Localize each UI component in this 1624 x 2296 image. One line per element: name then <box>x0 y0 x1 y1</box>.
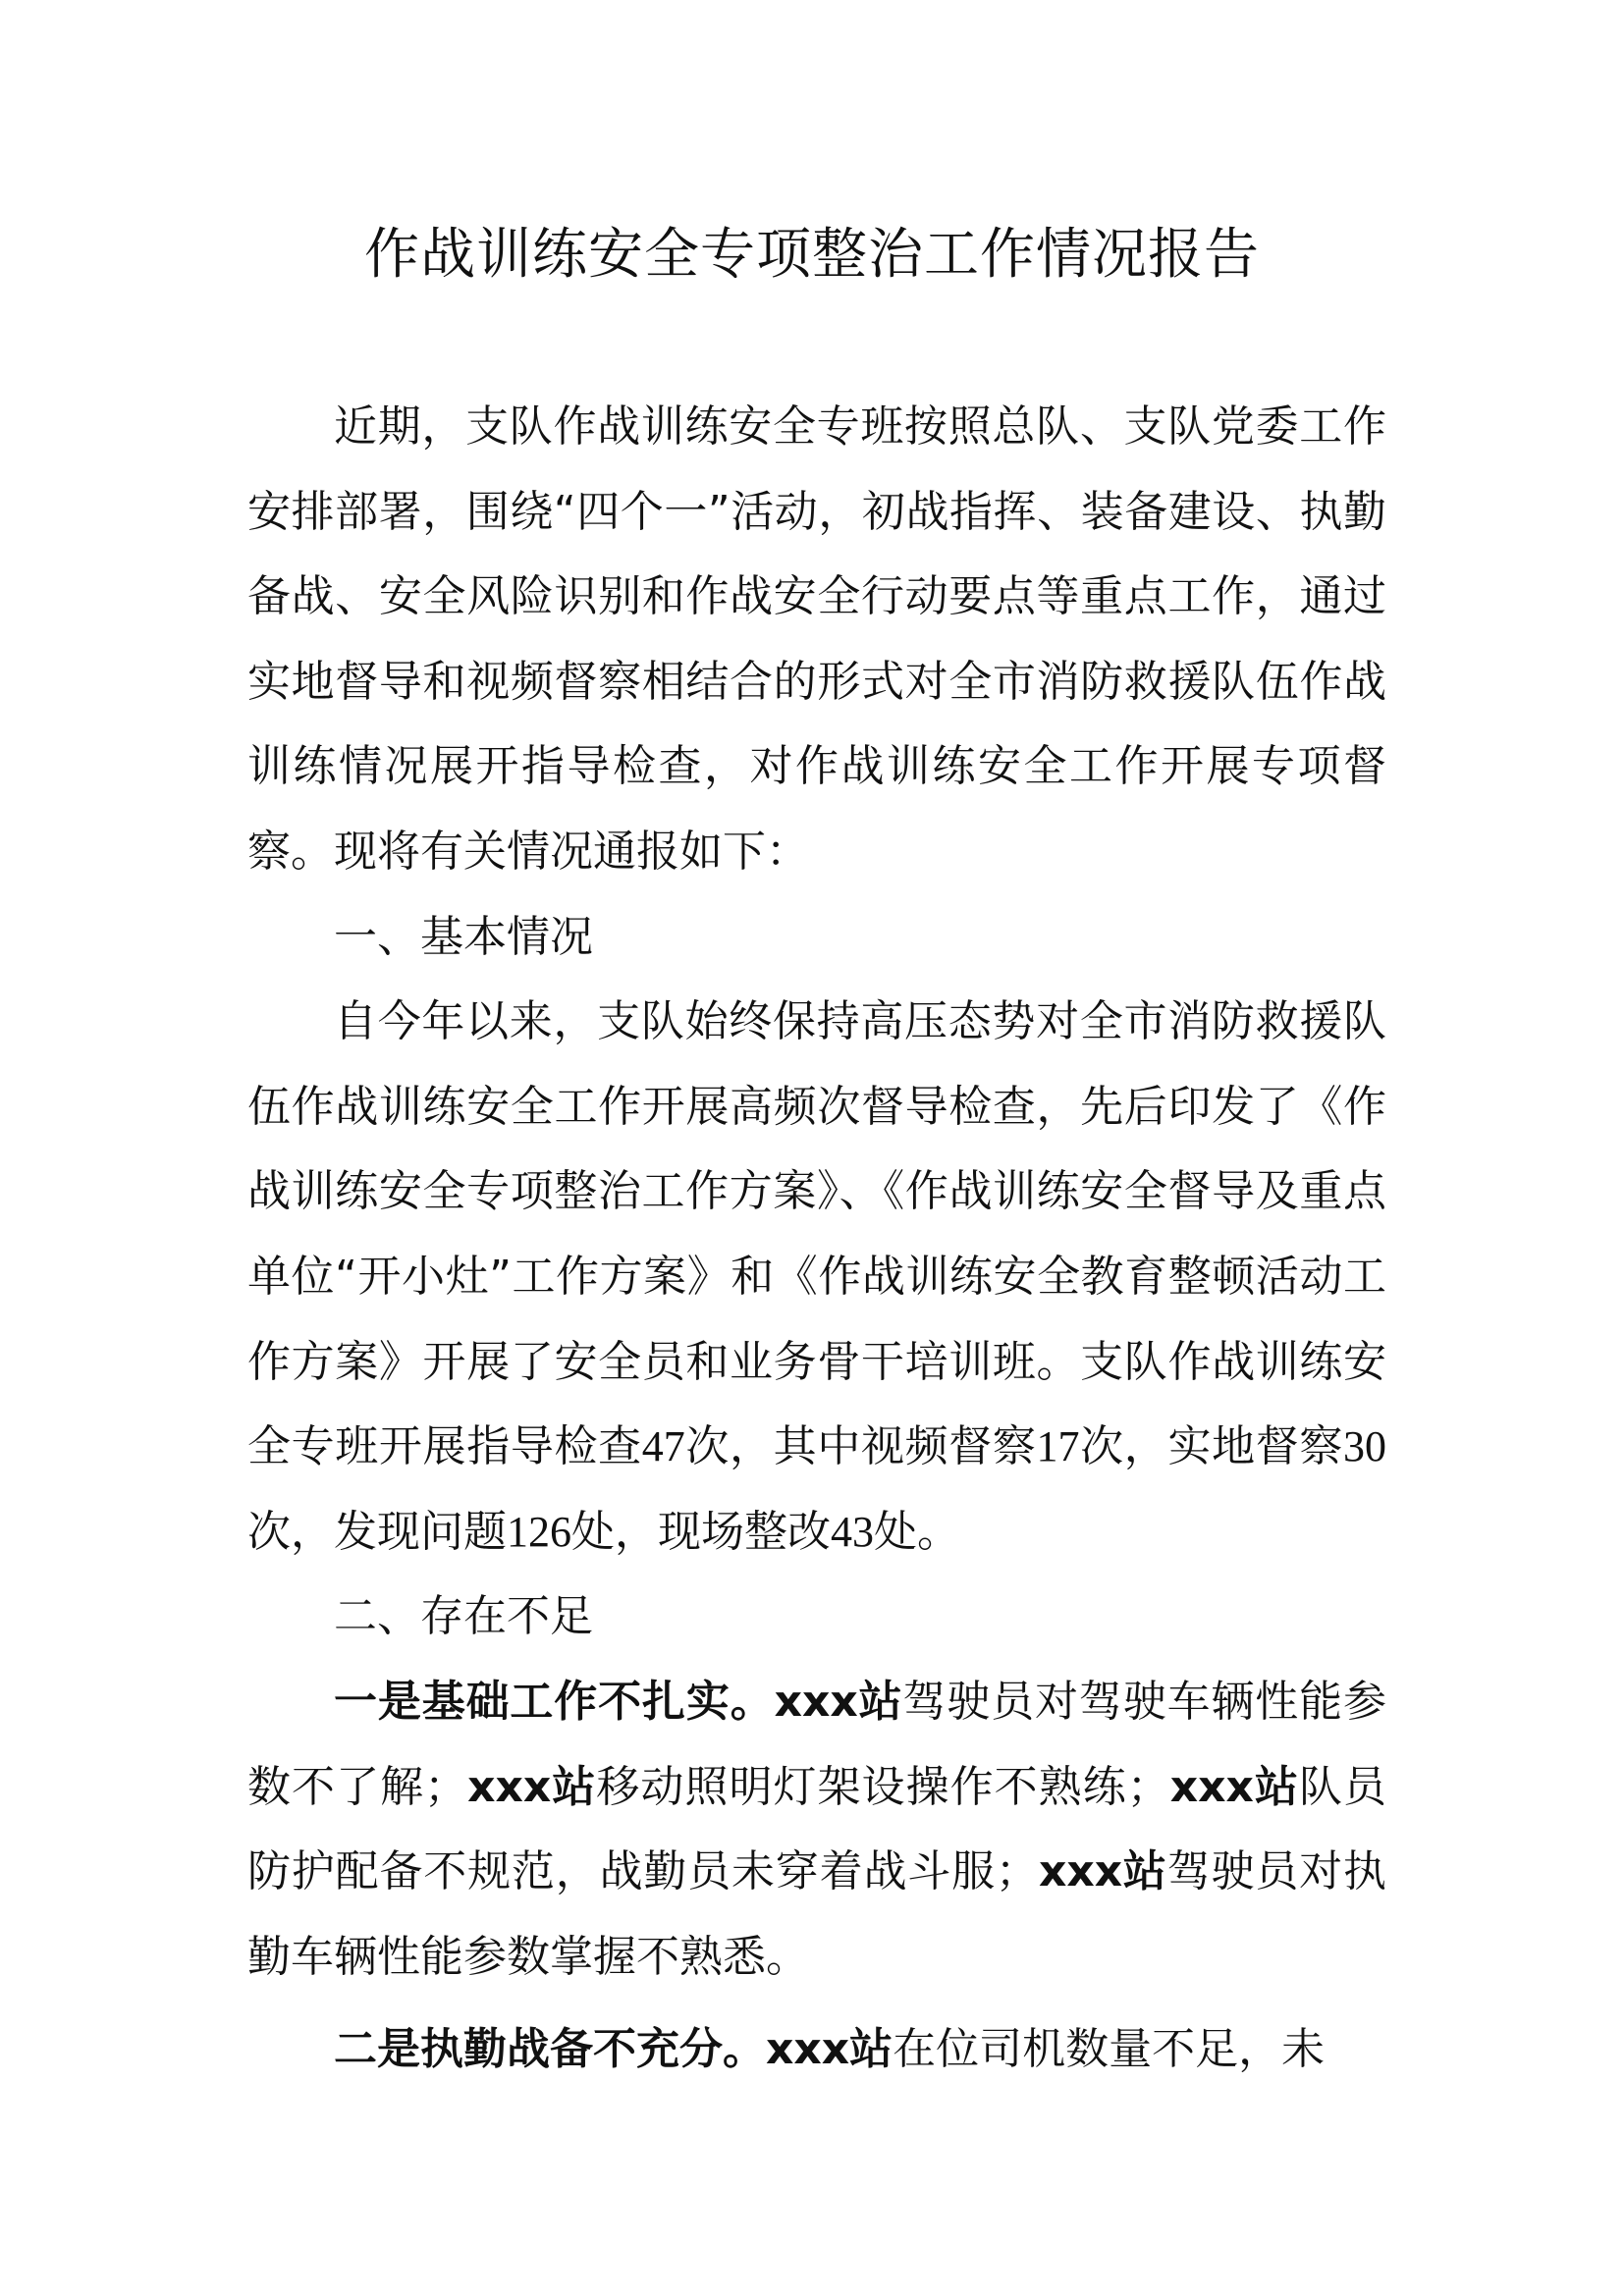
point-2-lead: 二是执勤战备不充分。 <box>334 2024 766 2075</box>
check-count: 47 <box>641 1422 685 1471</box>
station-label: xxx站 <box>766 2024 893 2075</box>
basic-text-4: 次，发现问题 <box>247 1506 507 1557</box>
point-2-paragraph <box>247 2007 1386 2093</box>
basic-text-5: 处，现场整改 <box>571 1506 831 1557</box>
section-heading-basic: 一、基本情况 <box>334 911 593 962</box>
point-1-text-d: 驾驶员对执勤车辆性能参数掌握不熟悉。 <box>247 1846 1386 1982</box>
document-body <box>247 385 1386 2093</box>
point-1-text-b: 移动照明灯架设操作不熟练； <box>596 1761 1170 1812</box>
point-1-paragraph <box>247 1660 1386 2000</box>
station-label: xxx站 <box>1038 1846 1167 1897</box>
video-count: 17 <box>1036 1422 1080 1471</box>
station-label: xxx站 <box>774 1676 903 1727</box>
field-count: 30 <box>1343 1422 1387 1471</box>
point-2-text-a: 在位司机数量不足，未 <box>893 2024 1326 2075</box>
section-basic-paragraph <box>247 980 1386 1575</box>
basic-text-3: 次，实地督察 <box>1079 1421 1344 1472</box>
basic-text-1: 自今年以来，支队始终保持高压态势对全市消防救援队伍作战训练安全工作开展高频次督导检查，先后印发了《作战训练安全专项整治工作方案》、《作战训练安全督导及重点单位“开小灶”工作方案》和《作战训练安全教育整顿活动工作方案》开展了安全员和业务骨干培训班。支队作战训练安全专班开展指导检查 <box>247 996 1386 1472</box>
station-label: xxx站 <box>467 1761 597 1812</box>
section-heading-shortcomings: 二、存在不足 <box>334 1591 593 1642</box>
basic-text-6: 处。 <box>874 1506 960 1557</box>
basic-text-2: 次，其中视频督察 <box>684 1421 1037 1472</box>
point-1-lead: 一是基础工作不扎实。 <box>334 1676 775 1727</box>
document-title: 作战训练安全专项整治工作情况报告 <box>364 223 1260 287</box>
station-label: xxx站 <box>1169 1761 1299 1812</box>
intro-paragraph: 近期，支队作战训练安全专班按照总队、支队党委工作安排部署，围绕“四个一”活动，初战指挥、装备建设、执勤备战、安全风险识别和作战安全行动要点等重点工作，通过实地督导和视频督察相结合的形式对全市消防救援队伍作战训练情况展开指导检查，对作战训练安全工作开展专项督察。现将有关情况通报如下： <box>247 401 1386 877</box>
fixed-count: 43 <box>831 1507 874 1556</box>
problem-count: 126 <box>507 1507 571 1556</box>
point-1-text-c: 队员防护配备不规范，战勤员未穿着战斗服； <box>247 1761 1387 1897</box>
point-1-text-a: 驾驶员对驾驶车辆性能参数不了解； <box>247 1676 1387 1812</box>
